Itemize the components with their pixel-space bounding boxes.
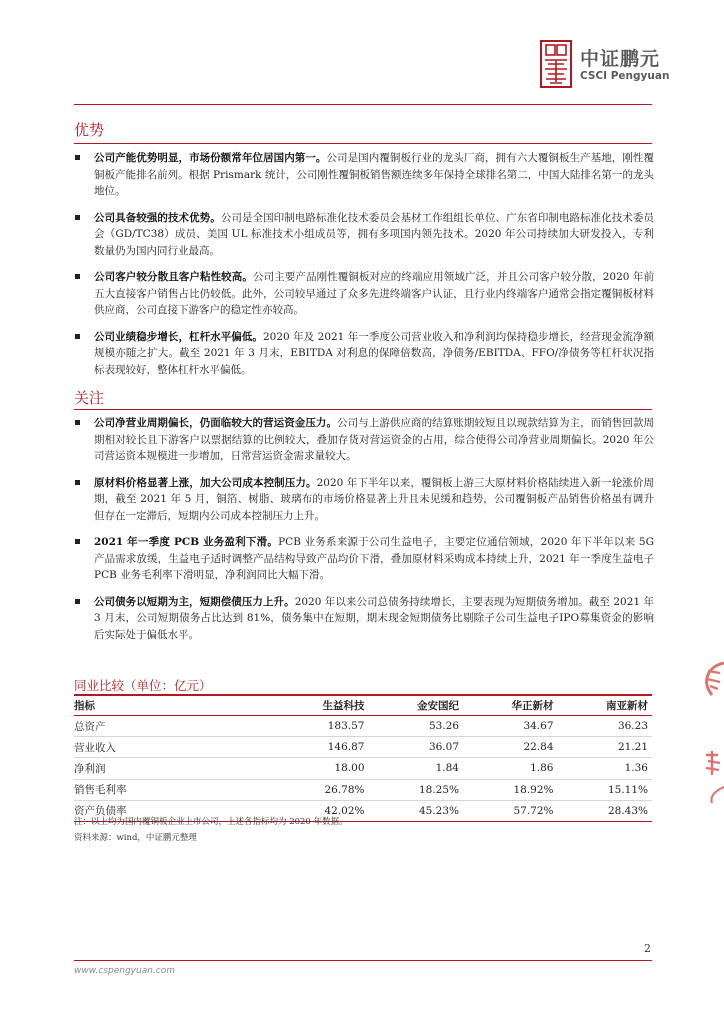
square-bullet-icon [75, 334, 80, 339]
pengyuan-seal-logo-icon [540, 40, 572, 88]
table-source: 资料来源：wind，中证鹏元整理 [74, 833, 197, 843]
table-cell: 45.23% [369, 800, 464, 821]
concerns-list [74, 415, 654, 643]
table-row [74, 758, 652, 779]
advantages-list [74, 150, 654, 378]
table-cell: 15.11% [558, 779, 653, 800]
table-cell: 53.26 [369, 716, 464, 737]
row-label: 营业收入 [74, 737, 274, 758]
header-cell: 生益科技 [274, 695, 369, 716]
table-cell: 18.25% [369, 779, 464, 800]
logo-chinese-name: 中证鹏元 [580, 48, 661, 70]
square-bullet-icon [75, 539, 80, 544]
bullet-text: 2020 年及 2021 年一季度公司营业收入和净利润均保持稳步增长，经营现金流净额规模亦随之扩大。截至 2021 年 3 月末，EBITDA 对利息的保障倍数高，净债务/EBITDA、FFO/净债务等杠杆状况指标表现较好，整体杠杆水平偏低。 [94, 330, 654, 376]
header-cell: 指标 [74, 695, 274, 716]
table-cell: 1.84 [369, 758, 464, 779]
row-label: 总资产 [74, 716, 274, 737]
table-cell: 146.87 [274, 737, 369, 758]
footer-website: www.cspengyuan.com [74, 966, 176, 976]
concerns-divider [74, 409, 652, 410]
table-cell: 36.23 [558, 716, 653, 737]
footer-divider [74, 960, 652, 961]
bullet-text: 公司是全国印制电路标准化技术委员会基材工作组组长单位、广东省印制电路标准化技术委员会（GD/TC38）成员、美国 UL 标准技术小组成员等，拥有多项国内领先技术。2020 年公司持续加大研发投入，专利数量仍为国内同行业最高。 [94, 211, 655, 257]
table-cell: 36.07 [369, 737, 464, 758]
table-cell: 34.67 [463, 716, 558, 737]
comparison-table [74, 694, 652, 822]
row-label: 资产负债率 [74, 800, 274, 821]
square-bullet-icon [75, 155, 80, 160]
row-label: 净利润 [74, 758, 274, 779]
table-cell: 42.02% [274, 800, 369, 821]
comparison-caption: 同业比较（单位：亿元） [74, 678, 212, 693]
list-item [74, 594, 654, 644]
advantages-title: 优势 [74, 121, 105, 139]
table-row [74, 779, 652, 800]
bullet-text: 公司是国内覆铜板行业的龙头厂商，拥有六大覆铜板生产基地，刚性覆铜板产能排名前列。根据 Prismark 统计，公司刚性覆铜板销售额连续多年保持全球排名第二，中国大陆排名第一的龙头地位。 [94, 152, 655, 197]
table-row [74, 716, 652, 737]
table-cell: 21.21 [558, 737, 653, 758]
list-item [74, 210, 654, 260]
concerns-title: 关注 [74, 389, 105, 407]
bullet-heading: 公司净营业周期偏长，仍面临较大的营运资金压力。 [94, 417, 338, 429]
bullet-heading: 2021 年一季度 PCB 业务盈利下滑。 [94, 536, 279, 548]
bullet-text: 2020 年以来公司总债务持续增长，主要表现为短期债务增加。截至 2021 年 3 月末，公司短期债务占比达到 81%，债务集中在短期，期末现金短期债务比剔除子公司生益电子IPO募集资金的影响后实际处于偏低水平。 [94, 595, 654, 641]
list-item [74, 269, 654, 319]
square-bullet-icon [75, 420, 80, 425]
table-cell: 57.72% [463, 800, 558, 821]
list-item [74, 475, 654, 525]
company-logo [540, 40, 680, 90]
table-cell: 26.78% [274, 779, 369, 800]
table-cell: 18.00 [274, 758, 369, 779]
bullet-heading: 公司客户较分散且客户粘性较高。 [94, 271, 253, 283]
bullet-heading: 公司产能优势明显，市场份额常年位居国内第一。 [94, 152, 327, 164]
bullet-heading: 公司债务以短期为主，短期偿债压力上升。 [94, 595, 295, 608]
bullet-heading: 公司业绩稳步增长，杠杆水平偏低。 [94, 330, 263, 343]
table-cell: 22.84 [463, 737, 558, 758]
header-cell: 华正新材 [463, 695, 558, 716]
list-item [74, 534, 654, 584]
bullet-heading: 原材料价格显著上涨，加大公司成本控制压力。 [94, 476, 317, 489]
header-divider [74, 104, 652, 105]
square-bullet-icon [75, 599, 80, 604]
logo-english-name: CSCI Pengyuan [580, 70, 670, 82]
table-cell: 1.86 [463, 758, 558, 779]
table-cell: 183.57 [274, 716, 369, 737]
header-cell: 南亚新材 [558, 695, 653, 716]
table-note: 注：以上均为国内覆铜板企业上市公司，上述各指标均为 2020 年数据。 [74, 817, 348, 827]
bullet-text: 公司与上游供应商的结算账期较短且以现款结算为主，而销售回款周期相对较长且下游客户以票据结算的比例较大，叠加存货对营运资金的占用，综合使得公司净营业周期偏长。2020 年公司营运资本规模进一步增加，日常营运资金需求量较大。 [94, 417, 655, 462]
table-cell: 18.92% [463, 779, 558, 800]
square-bullet-icon [75, 215, 80, 220]
bullet-text: 公司主要产品刚性覆铜板对应的终端应用领域广泛，并且公司客户较分散，2020 年前五大直接客户销售占比仍较低。此外，公司较早通过了众多先进终端客户认证，且行业内终端客户通常会指定覆铜板材料供应商，公司直接下游客户的稳定性亦较高。 [94, 271, 654, 316]
bullet-text: PCB 业务系来源于公司生益电子，主要定位通信领域，2020 年下半年以来 5G 产品需求放缓，生益电子适时调整产品结构导致产品均价下滑，叠加原材料采购成本持续上升，2021 年一季度生益电子 PCB 业务毛利率下滑明显，净利润同比大幅下滑。 [94, 536, 654, 581]
table-cell: 1.36 [558, 758, 653, 779]
list-item [74, 150, 654, 200]
seal-stamp-icon [698, 655, 724, 805]
list-item [74, 415, 654, 465]
bullet-text: 2020 年下半年以来，覆铜板上游三大原材料价格陆续进入新一轮涨价周期，截至 2021 年 5 月，铜箔、树脂、玻璃布的市场价格显著上升且未见缓和趋势，公司覆铜板产品销售价格虽有调升但存在一定滞后，短期内公司成本控制压力上升。 [94, 476, 655, 522]
page-number: 2 [644, 942, 651, 955]
table-cell: 28.43% [558, 800, 653, 821]
square-bullet-icon [75, 480, 80, 485]
list-item [74, 329, 654, 379]
bullet-heading: 公司具备较强的技术优势。 [94, 211, 221, 224]
advantages-divider [74, 143, 652, 144]
row-label: 销售毛利率 [74, 779, 274, 800]
square-bullet-icon [75, 274, 80, 279]
header-cell: 金安国纪 [369, 695, 464, 716]
table-header-row [74, 695, 652, 716]
table-row [74, 737, 652, 758]
